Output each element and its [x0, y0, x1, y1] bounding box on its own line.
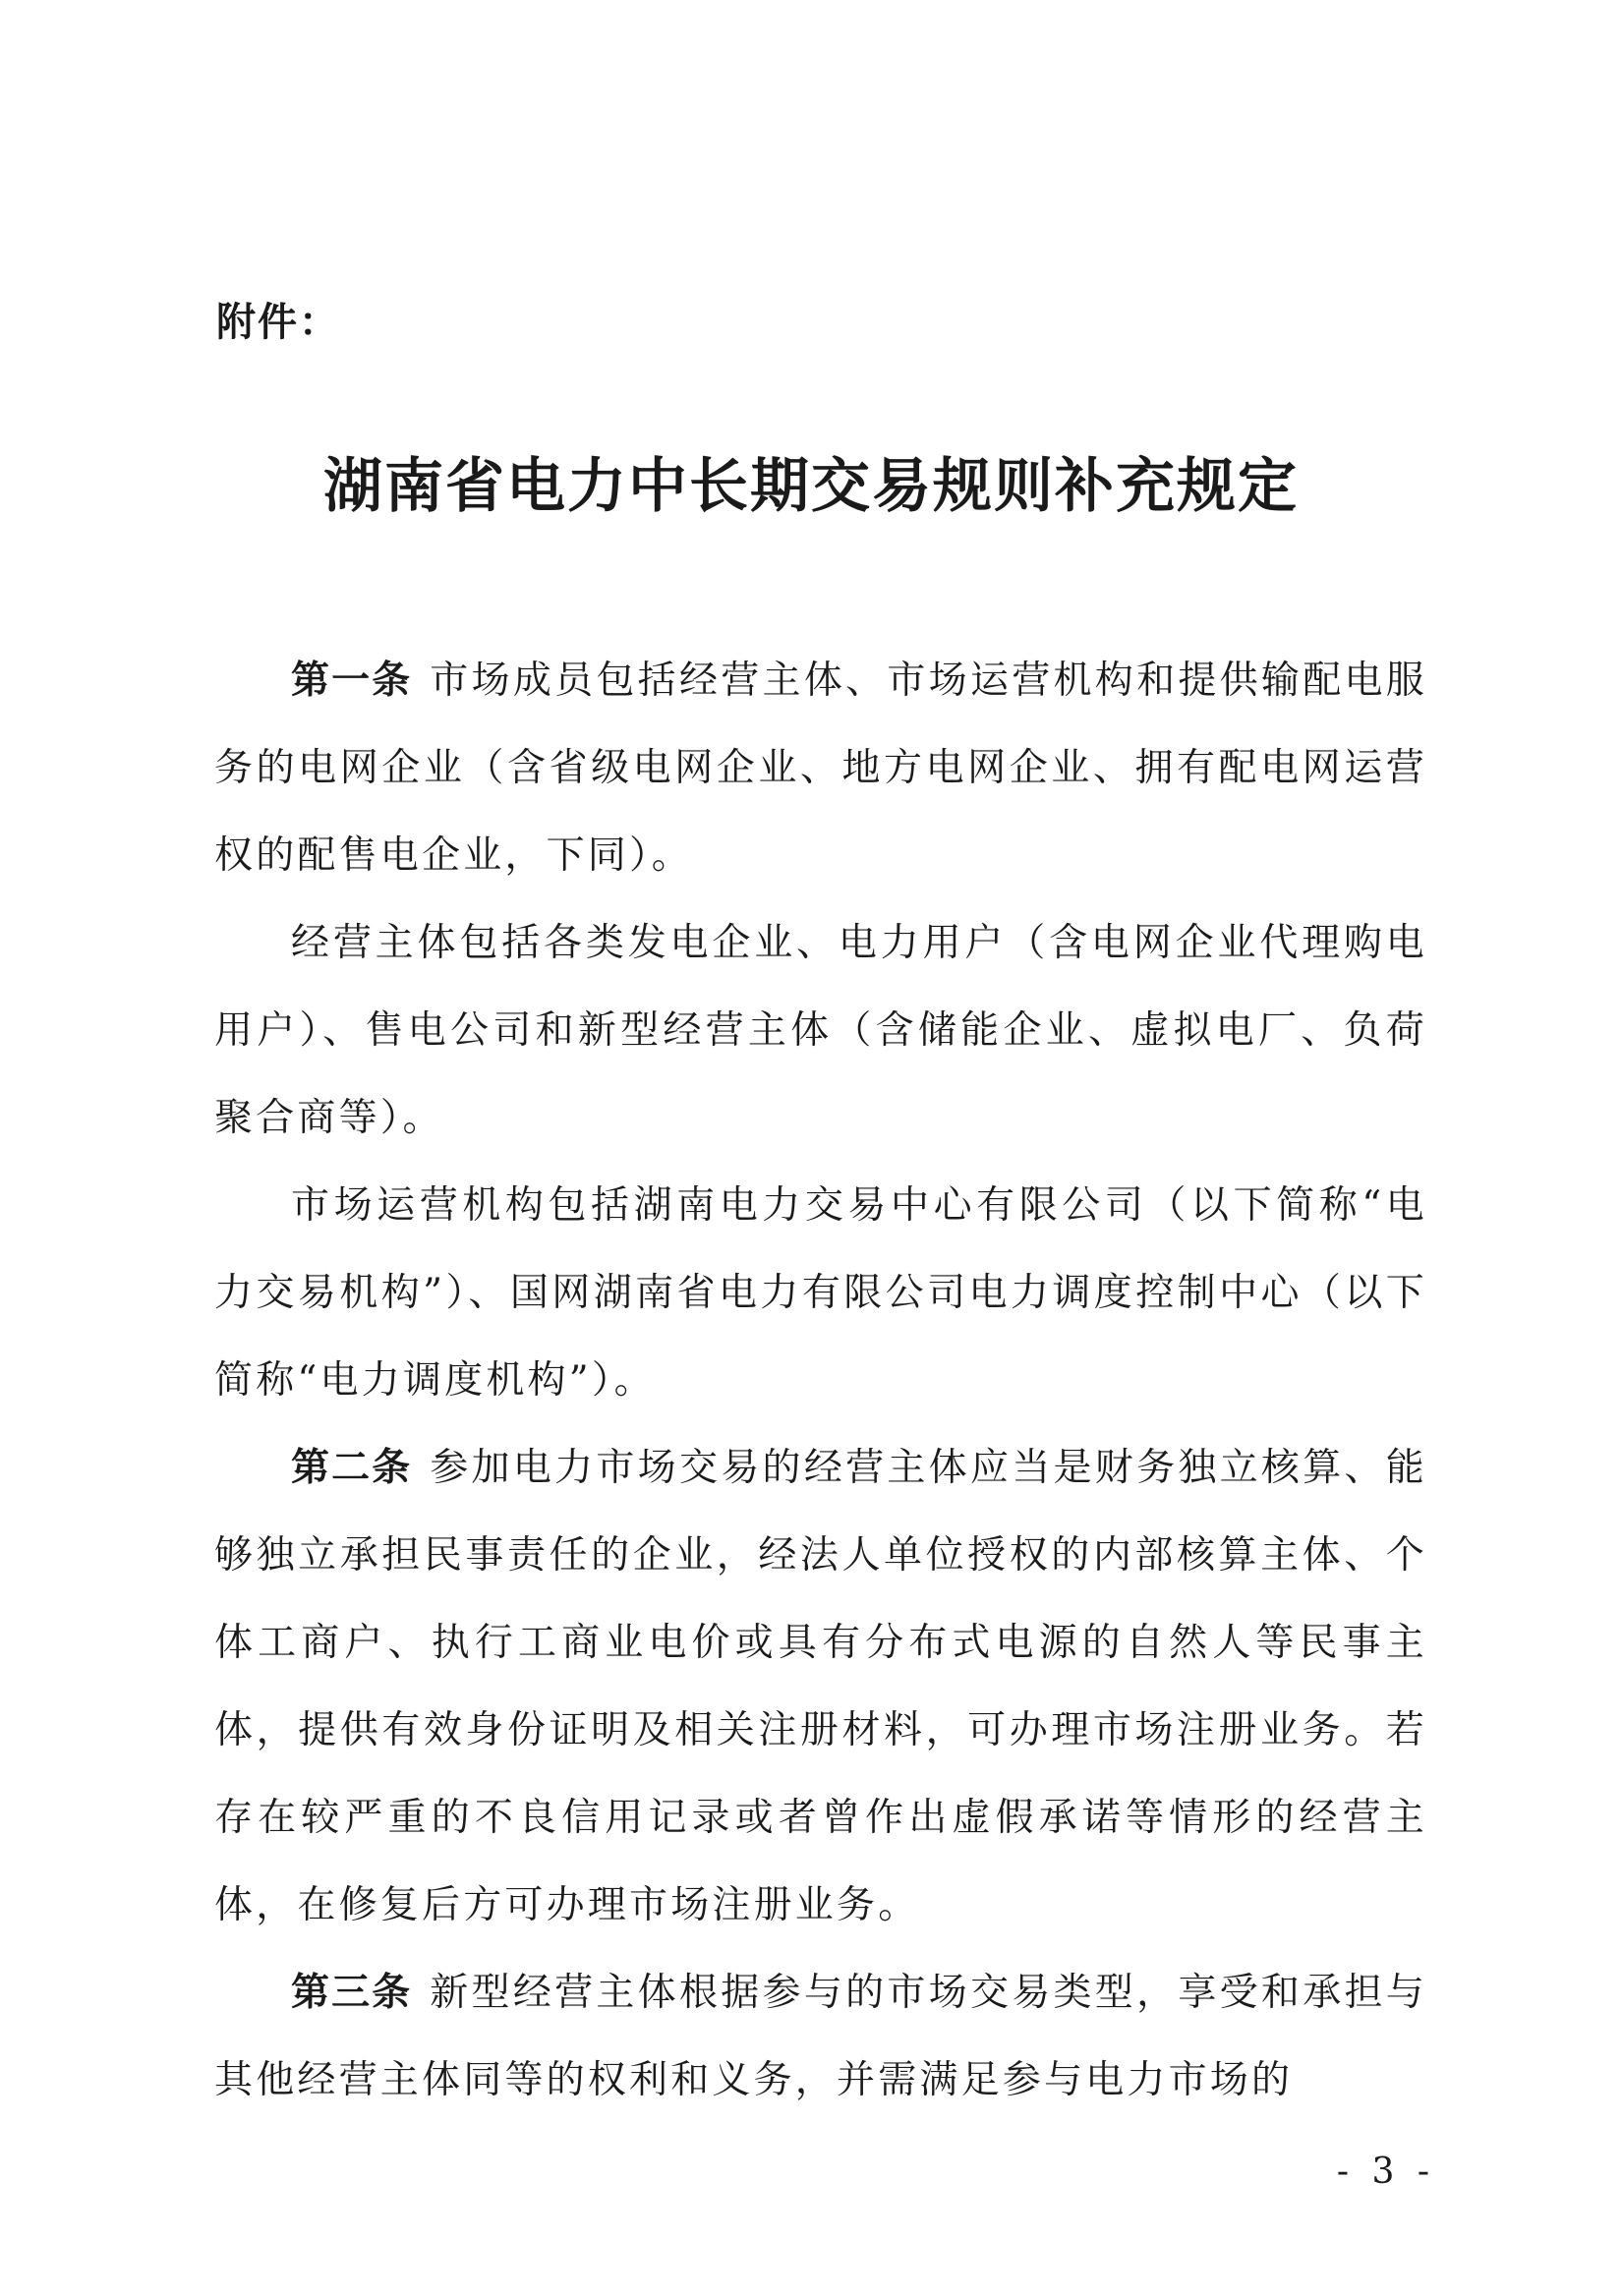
paragraph-business-entities: [214, 899, 1427, 1162]
document-title: 湖南省电力中长期交易规则补充规定: [323, 452, 1299, 521]
paragraph-article-2: [214, 1424, 1427, 1949]
paragraph-text: 市场运营机构包括湖南电力交易中心有限公司（以下简称“电力交易机构”）、国网湖南省电力有限公司电力调度控制中心（以下简称“电力调度机构”）。: [214, 1183, 1427, 1403]
paragraph-text: 参加电力市场交易的经营主体应当是财务独立核算、能够独立承担民事责任的企业，经法人单位授权的内部核算主体、个体工商户、执行工商业电价或具有分布式电源的自然人等民事主体，提供有效身份证明及相关注册材料，可办理市场注册业务。若存在较严重的不良信用记录或者曾作出虚假承诺等情形的经营主体，在修复后方可办理市场注册业务。: [214, 1446, 1427, 1927]
article-heading: 第二条: [291, 1446, 413, 1490]
paragraph-text: 经营主体包括各类发电企业、电力用户（含电网企业代理购电用户）、售电公司和新型经营主体（含储能企业、虚拟电厂、负荷聚合商等）。: [214, 921, 1427, 1140]
paragraph-article-3: [214, 1949, 1427, 2124]
article-heading: 第三条: [291, 1971, 413, 2015]
page-number: - 3 -: [1336, 2152, 1435, 2192]
article-heading: 第一条: [291, 659, 413, 703]
paragraph-article-1: [214, 637, 1427, 899]
paragraph-text: 市场成员包括经营主体、市场运营机构和提供输配电服务的电网企业（含省级电网企业、地方电网企业、拥有配电网运营权的配售电企业，下同）。: [214, 659, 1427, 878]
attachment-label: 附件：: [216, 300, 340, 345]
document-body: [214, 637, 1427, 2124]
paragraph-text: 新型经营主体根据参与的市场交易类型，享受和承担与其他经营主体同等的权利和义务，并需满足参与电力市场的: [214, 1971, 1427, 2102]
paragraph-market-operators: [214, 1162, 1427, 1424]
